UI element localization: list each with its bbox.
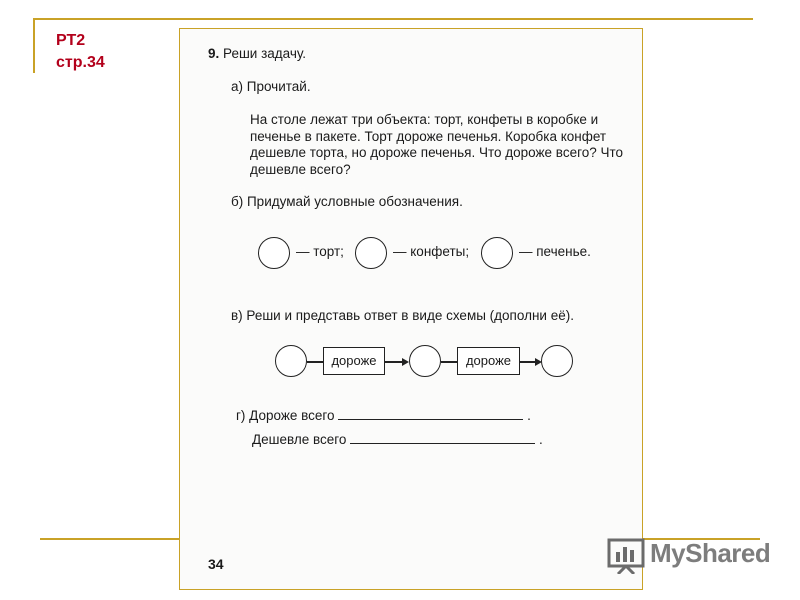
arrow-right-icon (402, 358, 409, 366)
answer-most-expensive (236, 407, 531, 423)
legend-candy-circle[interactable] (355, 237, 387, 269)
part-a-label: а) Прочитай. (231, 79, 311, 94)
workbook-page (179, 28, 643, 590)
scheme-circle-1[interactable] (275, 345, 307, 377)
logo-text: MyShared (650, 538, 771, 568)
task-heading (208, 46, 306, 61)
left-rule (33, 18, 35, 73)
legend-cake-circle[interactable] (258, 237, 290, 269)
legend-candy-label: — конфеты; (393, 244, 470, 259)
scheme-box-2: дороже (457, 347, 520, 375)
period-2: . (538, 432, 543, 447)
legend-cake-label: — торт; (296, 244, 344, 259)
scheme-box-1: дороже (323, 347, 385, 375)
answer-cheapest (252, 431, 543, 447)
task-title: Реши задачу. (223, 46, 307, 61)
most-expensive-label: г) Дороже всего (236, 408, 335, 423)
scheme-circle-2[interactable] (409, 345, 441, 377)
page-number: 34 (208, 556, 224, 572)
workbook-label: РТ2 (56, 32, 86, 49)
page-reference: стр.34 (56, 54, 105, 71)
scheme-connector-2 (441, 361, 457, 363)
task-number: 9. (208, 46, 220, 61)
period-1: . (527, 408, 531, 423)
legend-cookies-label: — печенье. (519, 244, 591, 259)
problem-text: На столе лежат три объекта: торт, конфеты в коробке и печенье в пакете. Торт дороже печенья. Коробка конфет дешевле торта, но дороже печенья. Что дороже всего? Что дешевле всего? (250, 112, 624, 177)
scheme-connector-1 (307, 361, 323, 363)
slide-label (56, 30, 105, 74)
most-expensive-blank[interactable] (338, 407, 523, 420)
cheapest-blank[interactable] (350, 431, 535, 444)
legend-cookies-circle[interactable] (481, 237, 513, 269)
part-b-label: б) Придумай условные обозначения. (231, 194, 463, 209)
part-v-label: в) Реши и представь ответ в виде схемы (дополни её). (231, 308, 574, 323)
scheme-circle-3[interactable] (541, 345, 573, 377)
cheapest-label: Дешевле всего (252, 432, 347, 447)
top-rule (33, 18, 753, 20)
